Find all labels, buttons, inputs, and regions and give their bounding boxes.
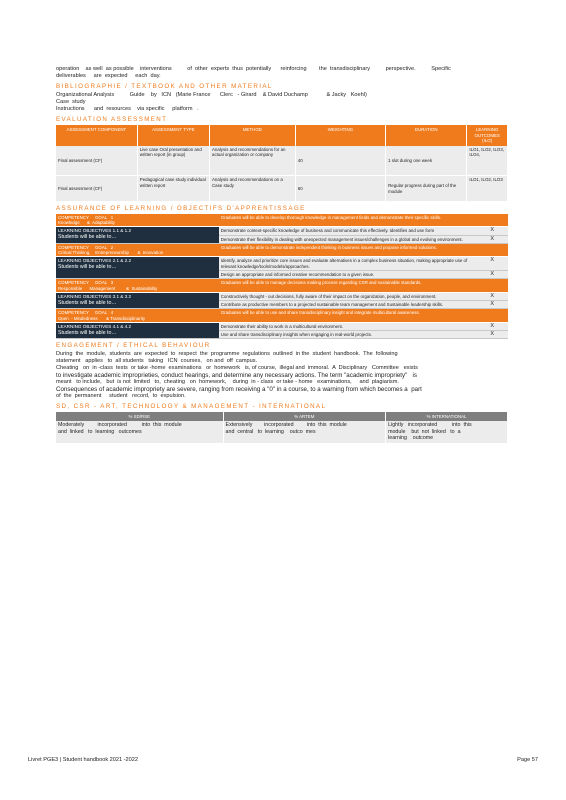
lo-title: LEARNING OBJECTIVES 2.1 & 2.2 bbox=[58, 258, 132, 264]
bibliography-heading: BIBLIOGRAPHIE / TEXTBOOK AND OTHER MATERIAL bbox=[56, 83, 273, 90]
learning-objectives bbox=[56, 292, 219, 309]
objective-mark: X bbox=[476, 322, 508, 330]
objective-mark: X bbox=[476, 227, 508, 235]
ethics-line: meant to include, but is not limited to, cheating on homework, during in - class or take - home examinations, and plagiarism. bbox=[56, 379, 399, 386]
ethics-heading: ENGAGEMENT / ETHICAL BEHAVIOUR bbox=[56, 342, 211, 350]
sdg-header: % SD/RSE bbox=[56, 412, 223, 421]
objective-description: Identify, analyze and prioritize core issues and evaluate alternatives in a complex business situation, making appropriate use of relevant knowledge/tools/models/approaches. bbox=[219, 257, 477, 271]
objective-description: Demonstrate context-specific knowledge of business and communicate this effectively. Identifies and use form bbox=[219, 227, 477, 235]
objective-description: Demonstrate their flexibility in dealing with unexpected management issues/challenges in a global and evolving environment. bbox=[219, 235, 477, 243]
table-row bbox=[56, 421, 508, 442]
intro-line: deliverables are expected each day. bbox=[56, 73, 161, 79]
eval-duration: Regular progress during part of the module bbox=[386, 176, 467, 202]
competency-description: Graduates will be able to manage decisions making process regarding CSR and sustainable standards. bbox=[219, 279, 508, 292]
assurance-heading: ASSURANCE OF LEARNING / OBJECTIFS D'APPRENTISSAGE bbox=[56, 205, 306, 212]
eval-type: Pedagogical case study individual written report bbox=[137, 176, 209, 202]
page-content bbox=[56, 66, 508, 443]
bibliography-line: Instructions and resources via specific platform . bbox=[56, 106, 199, 112]
objective-mark: X bbox=[476, 235, 508, 243]
objective-mark: X bbox=[476, 301, 508, 309]
eval-header: ASSESSMENT TYPE bbox=[137, 125, 209, 146]
ethics-line: Cheating on in -class tests or take -home examinations or homework is, of course, illegal and immoral. A Disciplinary Committee exists bbox=[56, 365, 418, 372]
table-row bbox=[56, 257, 508, 271]
eval-method: Analysis and recommendations for an actual organization or company bbox=[210, 146, 296, 176]
ethics-line: statement applies to all students taking ICN courses, on and off campus. bbox=[56, 358, 258, 365]
eval-method: Analysis and recommendations on a Case study bbox=[210, 176, 296, 202]
objective-description: Design an appropriate and informed creative recommendation to a given issue. bbox=[219, 271, 477, 279]
bibliography-line: Case study bbox=[56, 99, 86, 105]
sdg-cell: Extensively incorporated into this module and central to learning outco mes bbox=[223, 421, 386, 442]
competency-description: Graduates will be able to develop thorough knowledge in management fields and demonstrate their specific skills. bbox=[219, 214, 508, 227]
eval-duration: 1 slot during one week bbox=[386, 146, 467, 176]
sdg-cell: Lightly incorporated into this module but not linked to a learning outcome bbox=[386, 421, 508, 442]
competency-goal: COMPETENCY GOAL 3 Responsible Management & Sustainability bbox=[56, 279, 219, 292]
eval-ilo: ILO1, ILO2, ILO3, ILO4, bbox=[467, 146, 508, 176]
competency-description: Graduates will be able to use and share transdisciplinary insight and integrate multicultural awareness. bbox=[219, 309, 508, 322]
table-row bbox=[56, 227, 508, 235]
objective-description: Constructively thought - out decisions, fully aware of their impact on the organization, people, and environment. bbox=[219, 292, 477, 300]
lo-subtitle: Students will be able to… bbox=[58, 329, 117, 336]
competency-goal: COMPETENCY GOAL 4 Open - Mindedness & Transdisciplinarity bbox=[56, 309, 219, 322]
bibliography-line: Organizational Analysis Guide by ICN (Marie France Clerc - Girard & David Duchamp & Jacky Koehl) bbox=[56, 92, 367, 98]
eval-header: ASSESSMENT COMPONENT bbox=[56, 125, 137, 146]
table-row bbox=[56, 146, 508, 176]
ethics-line: Consequences of academic impropriety are severe, ranging from receiving a "0" in a course, to a warning from which becomes a part bbox=[56, 386, 422, 394]
eval-type: Live case Oral presentation and written report (in group) bbox=[137, 146, 209, 176]
eval-component: Final assessment (CF) bbox=[56, 146, 137, 176]
eval-header: METHOD bbox=[210, 125, 296, 146]
ethics-line: to investigate academic improprieties, conduct hearings, and determine any necessary actions. The term "academic impropriety" is bbox=[56, 372, 417, 380]
eval-weighting: 40 bbox=[295, 146, 385, 176]
lo-title: LEARNING OBJECTIVES 4.1 & 4.2 bbox=[58, 323, 132, 329]
eval-header: DURATION bbox=[386, 125, 467, 146]
competency-goal: COMPETENCY GOAL 2 Critical Thinking, Entrepreneurship & Innovation bbox=[56, 244, 219, 257]
ethics-line: of the permanent student record, to expulsion. bbox=[56, 393, 186, 400]
learning-objectives bbox=[56, 322, 219, 339]
page-footer bbox=[28, 757, 538, 763]
objective-mark: X bbox=[476, 257, 508, 271]
objective-mark: X bbox=[476, 331, 508, 339]
lo-subtitle: Students will be able to… bbox=[58, 234, 117, 241]
objective-description: Use and share transdisciplinary insights when engaging in real-world projects. bbox=[219, 331, 477, 339]
competency-row bbox=[56, 214, 508, 227]
competency-description: Graduates will be able to demonstrate independent thinking in business issues and propose informed solutions. bbox=[219, 244, 508, 257]
table-row bbox=[56, 292, 508, 300]
table-row bbox=[56, 176, 508, 202]
ethics-line: During the module, students are expected to respect the programme regulations outlined in the student handbook. The following bbox=[56, 351, 398, 358]
lo-title: LEARNING OBJECTIVES 3.1 & 3.2 bbox=[58, 293, 132, 299]
competency-row bbox=[56, 309, 508, 322]
objective-description: Demonstrate their ability to work in a multicultural environment. bbox=[219, 322, 477, 330]
lo-subtitle: Students will be able to… bbox=[58, 264, 117, 271]
eval-component: Final assessment (CF) bbox=[56, 176, 137, 202]
evaluation-heading: EVALUATION ASSESSMENT bbox=[56, 116, 168, 123]
competency-goal: COMPETENCY GOAL 1 Knowledge & Adaptability bbox=[56, 214, 219, 227]
sdg-heading: SD, CSR - ART, TECHNOLOGY & MANAGEMENT - INTERNATIONAL bbox=[56, 403, 327, 411]
objective-description: Contribute as productive members to a projected sustainable team management and Sustainable leadership skills. bbox=[219, 301, 477, 309]
eval-ilo: ILO1, ILO2, ILO3 bbox=[467, 176, 508, 202]
objective-mark: X bbox=[476, 271, 508, 279]
eval-weighting: 60 bbox=[295, 176, 385, 202]
sdg-cell: Moderately incorporated into this module and linked to learning outcomes bbox=[56, 421, 223, 442]
page-number: Page 57 bbox=[517, 757, 538, 763]
competency-row bbox=[56, 244, 508, 257]
sdg-header: % ARTEM bbox=[223, 412, 386, 421]
sdg-header: % INTERNATIONAL bbox=[386, 412, 508, 421]
learning-objectives bbox=[56, 257, 219, 279]
objective-mark: X bbox=[476, 292, 508, 300]
eval-header: LEARNING OUTCOMES (ILO) bbox=[467, 125, 508, 146]
evaluation-table bbox=[56, 125, 508, 202]
competency-row bbox=[56, 279, 508, 292]
footer-title: Livret PGE3 | Student handbook 2021 -2022 bbox=[28, 757, 138, 763]
eval-header: WEIGHTING bbox=[295, 125, 385, 146]
assurance-table bbox=[56, 214, 508, 339]
lo-title: LEARNING OBJECTIVES 1.1 & 1.2 bbox=[58, 228, 132, 234]
intro-line: operation as well as possible interventions of other experts thus potentially reinforcing the transdisciplinary perspective. Specific bbox=[56, 66, 451, 72]
sdg-table bbox=[56, 412, 508, 442]
table-row bbox=[56, 322, 508, 330]
learning-objectives bbox=[56, 227, 219, 244]
lo-subtitle: Students will be able to… bbox=[58, 299, 117, 306]
